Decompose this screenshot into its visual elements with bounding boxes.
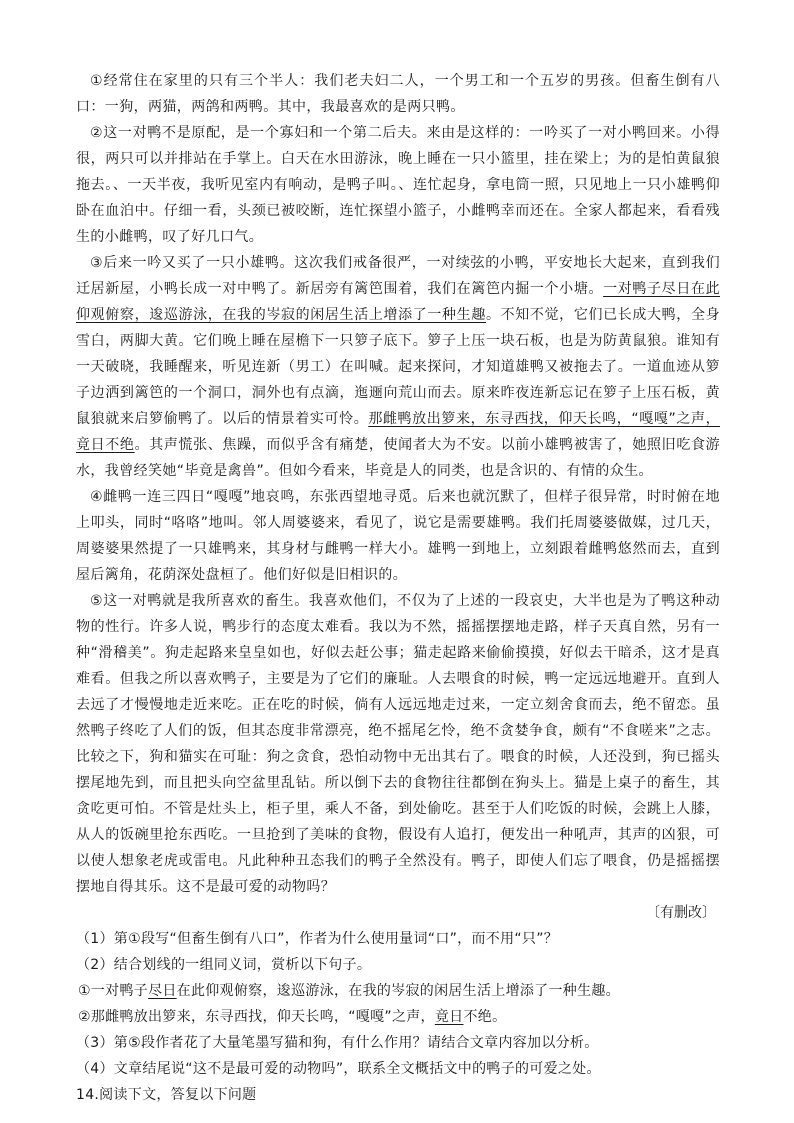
document-page xyxy=(76,68,720,1108)
sentence-1-text-a: ①一对鸭子 xyxy=(78,983,149,999)
sentence-1 xyxy=(76,978,720,1004)
question-3: （3）第⑤段作者花了大量笔墨写猫和狗，有什么作用？请结合文章内容加以分析。 xyxy=(76,1035,599,1051)
sentence-2-text-b: 不绝。 xyxy=(463,1009,507,1025)
source-note: 〔有删改〕 xyxy=(646,905,716,921)
paragraph-3 xyxy=(76,250,720,484)
underlined-sentence-2: 那雌鸭放出箩来，东寻西找，仰天长鸣，“嘎嘎”之声，竟日不绝 xyxy=(76,411,720,453)
question-1: （1）第①段写“但畜生倒有八口”，作者为什么使用量词“口”，而不用“只”？ xyxy=(76,931,559,947)
question-2: （2）结合划线的一组同义词，赏析以下句子。 xyxy=(76,957,372,973)
sentence-1-text-b: 在此仰观俯察，逡巡游泳，在我的岑寂的闲居生活上增添了一种生趣。 xyxy=(176,983,620,999)
paragraph-1: ①经常住在家里的只有三个半人：我们老夫妇二人，一个男工和一个五岁的男孩。但畜生倒有八口：一狗，两猫，两鸽和两鸭。其中，我最喜欢的是两只鸭。 xyxy=(76,73,720,115)
question-4: （4）文章结尾说“这不是最可爱的动物吗”，联系全文概括文中的鸭子的可爱之处。 xyxy=(76,1061,601,1077)
underlined-sentence-1: 一对鸭子尽日在此仰观俯察，逡巡游泳，在我的岑寂的闲居生活上增添了一种生趣 xyxy=(76,281,721,323)
paragraph-3-text-a: ③后来一吟又买了一只小雄鸭。这次我们戒备很严，一对续弦的小鸭，平安地长大起来，直到我们迁居新屋，小鸭长成一对中鸭了。新居旁有篱笆围着，我们在篱笆内掘一个小塘。 xyxy=(76,255,720,297)
sentence-2-underlined-word: 竟日 xyxy=(434,1009,464,1025)
paragraph-3-text-b: 。不知不觉，它们已长成大鸭，全身雪白，两脚大黄。它们晚上睡在屋檐下一只箩子底下。箩子上压一块石板，也是为防黄鼠狼。谁知有一天破晓，我睡醒来，听见连新（男工）在叫喊。起来探问，才知道雄鸭又被拖去了。一道血迹从箩子边洒到篱笆的一个洞口，洞外也有点滴，迤逦向荒山而去。原来昨夜连新忘记在箩子上压石板，黄鼠狼就来启箩偷鸭了。以后的情景着实可怜。 xyxy=(76,307,720,427)
sentence-1-underlined-word: 尽日 xyxy=(148,983,177,999)
paragraph-3-text-c: 。其声慌张、焦躁，而似乎含有痛楚，使闻者大为不安。以前小雄鸭被害了，她照旧吃食游水，我曾经笑她“毕竟是禽兽”。但如今看来，毕竟是人的同类，也是含识的、有情的众生。 xyxy=(76,437,720,479)
sentence-2-text-a: ②那雌鸭放出箩来，东寻西找，仰天长鸣，“嘎嘎”之声， xyxy=(78,1009,435,1025)
paragraph-5: ⑤这一对鸭就是我所喜欢的畜生。我喜欢他们，不仅为了上述的一段哀史，大半也是为了鸭这种动物的性行。许多人说，鸭步行的态度太难看。我以为不然，摇摇摆摆地走路，样子天真自然，另有一种“滑稽美”。狗走起路来皇皇如也，好似去赶公事；猫走起路来偷偷摸摸，好似去干暗杀，这才是真难看。但我之所以喜欢鸭子，主要是为了它们的廉耻。人去喂食的时候，鸭一定远远地避开。直到人去远了才慢慢地走近来吃。正在吃的时候，倘有人远远地走过来，一定立刻舍食而去，绝不留恋。虽然鸭子终吃了人们的饭，但其态度非常漂亮，绝不摇尾乞怜，绝不贪婪争食，颇有“不食嗟来”之志。比较之下，狗和猫实在可耻：狗之贪食，恐怕动物中无出其右了。喂食的时候，人还没到，狗已摇头摆尾地先到，而且把头向空盆里乱钻。所以倒下去的食物往往都倒在狗头上。猫是上桌子的畜生，其贪吃更可怕。不管是灶头上，柜子里，乘人不备，到处偷吃。甚至于人们吃饭的时候，会跳上人膝，从人的饭碗里抢东西吃。一旦抢到了美味的食物，假设有人追打，便发出一种吼声，其声的凶狠，可以使人想象老虎或雷电。凡此种种丑态我们的鸭子全然没有。鸭子，即使人们忘了喂食，仍是摇摇摆摆地自得其乐。这不是最可爱的动物吗？ xyxy=(76,593,720,895)
paragraph-2: ②这一对鸭不是原配，是一个寡妇和一个第二后夫。来由是这样的：一吟买了一对小鸭回来。小得很，两只可以并排站在手掌上。白天在水田游泳，晚上睡在一只小篮里，挂在梁上；为的是怕黄鼠狼拖去。、一天半夜，我听见室内有响动，是鸭子叫。、连忙起身，拿电筒一照，只见地上一只小雄鸭仰卧在血泊中。仔细一看，头颈已被咬断，连忙探望小篮子，小雌鸭幸而还在。全家人都起来，看看残生的小雌鸭，叹了好几口气。 xyxy=(76,125,720,245)
next-question-heading: 14.阅读下文，答复以下问题 xyxy=(76,1087,257,1103)
paragraph-4: ④雌鸭一连三四日“嘎嘎”地哀鸣，东张西望地寻觅。后来也就沉默了，但样子很异常，时时俯在地上叩头，同时“咯咯”地叫。邻人周婆婆来，看见了，说它是需要雄鸭。我们托周婆婆做媒，过几天，周婆婆果然提了一只雄鸭来，其身材与雌鸭一样大小。雄鸭一到地上，立刻跟着雌鸭悠然而去，直到屋后篱角，花荫深处盘桓了。他们好似是旧相识的。 xyxy=(76,489,720,583)
sentence-2 xyxy=(76,1004,720,1030)
